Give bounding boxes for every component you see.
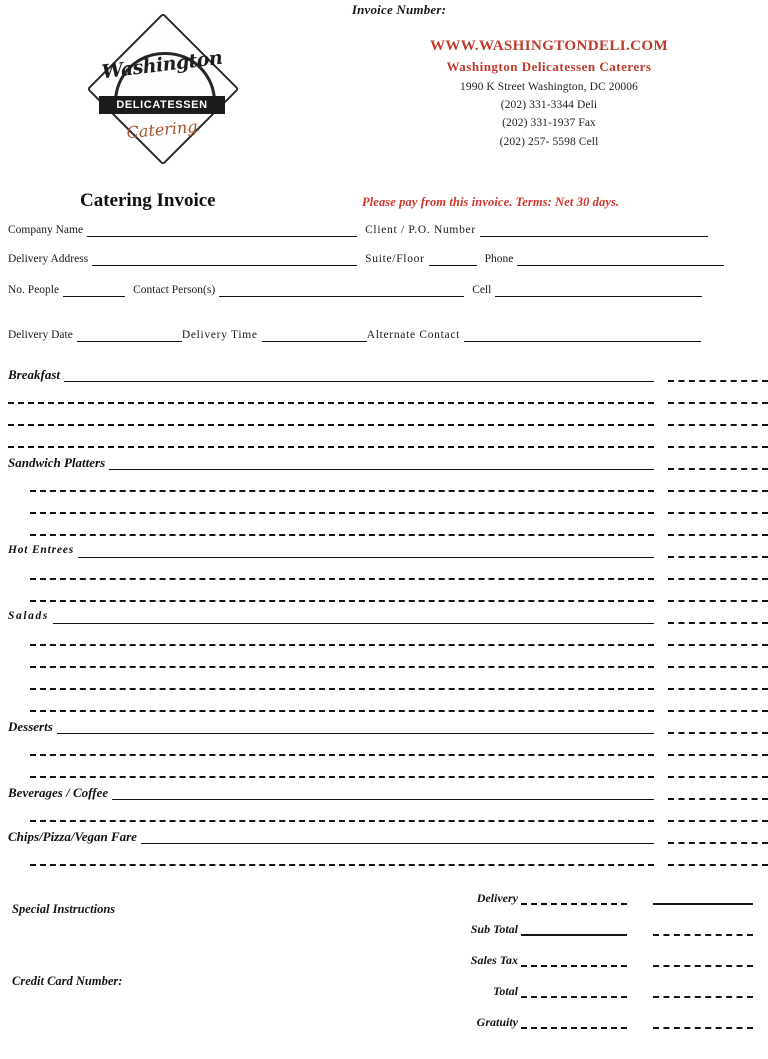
menu-category-price-input[interactable] — [668, 785, 768, 800]
totals-amount-input[interactable] — [653, 984, 753, 998]
menu-category-price-input[interactable] — [668, 367, 768, 382]
company-website: WWW.WASHINGTONDELI.COM — [429, 38, 668, 54]
menu-order-section — [0, 360, 768, 866]
menu-item-input[interactable] — [30, 697, 654, 712]
menu-item-input[interactable] — [30, 521, 654, 536]
menu-item-input[interactable] — [30, 653, 654, 668]
menu-category-row — [0, 778, 768, 800]
totals-note-input[interactable] — [521, 953, 627, 967]
label-delivery-time: Delivery Time — [181, 329, 258, 341]
menu-item-price-input[interactable] — [668, 807, 768, 822]
menu-category-label: Beverages / Coffee — [8, 785, 109, 800]
menu-category-price-input[interactable] — [668, 609, 768, 624]
totals-note-input[interactable] — [521, 891, 627, 905]
menu-item-row — [0, 756, 768, 778]
menu-item-input[interactable] — [30, 631, 654, 646]
company-address: 1990 K Street Washington, DC 20006 — [460, 80, 638, 93]
totals-amount-input[interactable] — [653, 1015, 753, 1029]
label-delivery-address: Delivery Address — [8, 253, 89, 265]
menu-category-label: Sandwich Platters — [8, 455, 106, 470]
totals-label: Gratuity — [476, 1015, 518, 1029]
menu-item-input[interactable] — [30, 587, 654, 602]
menu-item-row — [0, 492, 768, 514]
menu-item-input[interactable] — [30, 477, 654, 492]
title-row — [0, 182, 768, 220]
menu-category-price-input[interactable] — [668, 829, 768, 844]
company-phone-cell: (202) 257- 5598 Cell — [499, 135, 599, 148]
menu-item-price-input[interactable] — [668, 741, 768, 756]
menu-item-price-input[interactable] — [668, 521, 768, 536]
label-delivery-date: Delivery Date — [8, 329, 73, 341]
menu-category-label: Desserts — [8, 719, 53, 734]
menu-item-input[interactable] — [8, 411, 654, 426]
totals-note-input[interactable] — [521, 984, 627, 998]
label-no-people: No. People — [8, 284, 60, 296]
totals-label: Sales Tax — [470, 953, 518, 967]
totals-row — [400, 905, 760, 936]
input-company-name[interactable] — [87, 224, 357, 237]
menu-category-input[interactable] — [109, 456, 654, 470]
menu-item-input[interactable] — [30, 741, 654, 756]
menu-item-input[interactable] — [30, 675, 654, 690]
menu-item-input[interactable] — [8, 389, 654, 404]
menu-item-input[interactable] — [30, 565, 654, 580]
input-delivery-time[interactable] — [262, 329, 367, 342]
input-delivery-date[interactable] — [77, 329, 182, 342]
customer-form — [0, 224, 768, 354]
menu-item-row — [0, 844, 768, 866]
totals-row — [400, 967, 760, 998]
menu-item-price-input[interactable] — [668, 763, 768, 778]
input-alternate-contact[interactable] — [464, 329, 701, 342]
menu-category-label: Salads — [8, 610, 49, 622]
menu-item-input[interactable] — [30, 763, 654, 778]
menu-item-price-input[interactable] — [668, 675, 768, 690]
menu-item-input[interactable] — [30, 807, 654, 822]
company-logo — [92, 26, 232, 174]
menu-item-price-input[interactable] — [668, 477, 768, 492]
totals-note-input[interactable] — [521, 1015, 627, 1029]
company-phone-deli: (202) 331-3344 Deli — [500, 99, 598, 112]
menu-item-row — [0, 624, 768, 646]
menu-category-input[interactable] — [53, 610, 654, 624]
input-suite-floor[interactable] — [429, 253, 477, 266]
invoice-number-label: Invoice Number: — [351, 2, 447, 17]
input-cell[interactable] — [495, 284, 702, 297]
totals-note-input[interactable] — [521, 922, 627, 936]
menu-item-row — [0, 470, 768, 492]
menu-category-row — [0, 448, 768, 470]
menu-item-price-input[interactable] — [668, 499, 768, 514]
label-cell: Cell — [472, 284, 492, 296]
menu-item-row — [0, 404, 768, 426]
menu-category-row — [0, 602, 768, 624]
totals-amount-input[interactable] — [653, 953, 753, 967]
input-no-people[interactable] — [63, 284, 125, 297]
menu-category-input[interactable] — [141, 830, 654, 844]
menu-category-input[interactable] — [78, 544, 654, 558]
logo-washington-script: Washington — [100, 46, 224, 84]
menu-category-label: Hot Entrees — [8, 544, 74, 556]
form-row-people — [0, 284, 768, 297]
label-suite-floor: Suite/Floor — [365, 253, 425, 265]
input-client-po-number[interactable] — [480, 224, 708, 237]
menu-item-row — [0, 690, 768, 712]
menu-category-row — [0, 822, 768, 844]
menu-item-row — [0, 514, 768, 536]
form-row-company — [0, 224, 768, 237]
menu-category-price-input[interactable] — [668, 543, 768, 558]
label-company-name: Company Name — [8, 224, 84, 236]
page-header — [0, 0, 768, 182]
menu-item-row — [0, 668, 768, 690]
label-phone: Phone — [484, 253, 514, 265]
menu-category-input[interactable] — [112, 786, 654, 800]
menu-item-price-input[interactable] — [668, 587, 768, 602]
company-contact-block — [330, 36, 768, 150]
logo-delicatessen-bar: DELICATESSEN — [99, 96, 225, 114]
menu-item-price-input[interactable] — [668, 653, 768, 668]
menu-item-row — [0, 558, 768, 580]
totals-row — [400, 874, 760, 905]
menu-item-price-input[interactable] — [668, 697, 768, 712]
input-delivery-address[interactable] — [92, 253, 357, 266]
company-phone-fax: (202) 331-1937 Fax — [502, 117, 596, 130]
menu-item-row — [0, 800, 768, 822]
menu-category-row — [0, 360, 768, 382]
input-phone[interactable] — [517, 253, 724, 266]
menu-category-input[interactable] — [64, 368, 654, 382]
menu-category-row — [0, 536, 768, 558]
page-title: Catering Invoice — [80, 190, 216, 211]
menu-category-price-input[interactable] — [668, 455, 768, 470]
menu-category-row — [0, 712, 768, 734]
label-contact-persons: Contact Person(s) — [133, 284, 216, 296]
menu-item-input[interactable] — [8, 433, 654, 448]
label-client-po-number: Client / P.O. Number — [365, 224, 476, 236]
label-alternate-contact: Alternate Contact — [366, 329, 461, 341]
menu-item-row — [0, 382, 768, 404]
menu-category-input[interactable] — [57, 720, 654, 734]
menu-category-label: Chips/Pizza/Vegan Fare — [8, 829, 137, 844]
logo-catering-script: Catering — [125, 116, 199, 143]
menu-item-input[interactable] — [30, 851, 654, 866]
form-row-address — [0, 253, 768, 266]
footer-section — [0, 874, 768, 1059]
menu-item-row — [0, 426, 768, 448]
totals-amount-input[interactable] — [653, 922, 753, 936]
menu-item-row — [0, 734, 768, 756]
input-contact-persons[interactable] — [219, 284, 464, 297]
menu-item-price-input[interactable] — [668, 851, 768, 866]
menu-item-price-input[interactable] — [668, 631, 768, 646]
company-name: Washington Delicatessen Caterers — [446, 59, 652, 75]
menu-category-label: Breakfast — [8, 367, 60, 382]
menu-item-price-input[interactable] — [668, 411, 768, 426]
totals-amount-input[interactable] — [653, 891, 753, 905]
label-credit-card-number: Credit Card Number: — [12, 974, 123, 988]
payment-terms-note: Please pay from this invoice. Terms: Net 30 days. — [362, 195, 620, 209]
totals-label: Sub Total — [470, 922, 518, 936]
menu-item-input[interactable] — [30, 499, 654, 514]
menu-item-price-input[interactable] — [668, 433, 768, 448]
menu-item-price-input[interactable] — [668, 565, 768, 580]
menu-item-price-input[interactable] — [668, 389, 768, 404]
menu-item-row — [0, 646, 768, 668]
form-row-delivery — [0, 329, 768, 342]
menu-category-price-input[interactable] — [668, 719, 768, 734]
totals-label: Delivery — [476, 891, 518, 905]
label-special-instructions: Special Instructions — [12, 902, 116, 916]
menu-item-row — [0, 580, 768, 602]
totals-block — [400, 874, 760, 1029]
totals-row — [400, 998, 760, 1029]
totals-row — [400, 936, 760, 967]
totals-label: Total — [493, 984, 518, 998]
